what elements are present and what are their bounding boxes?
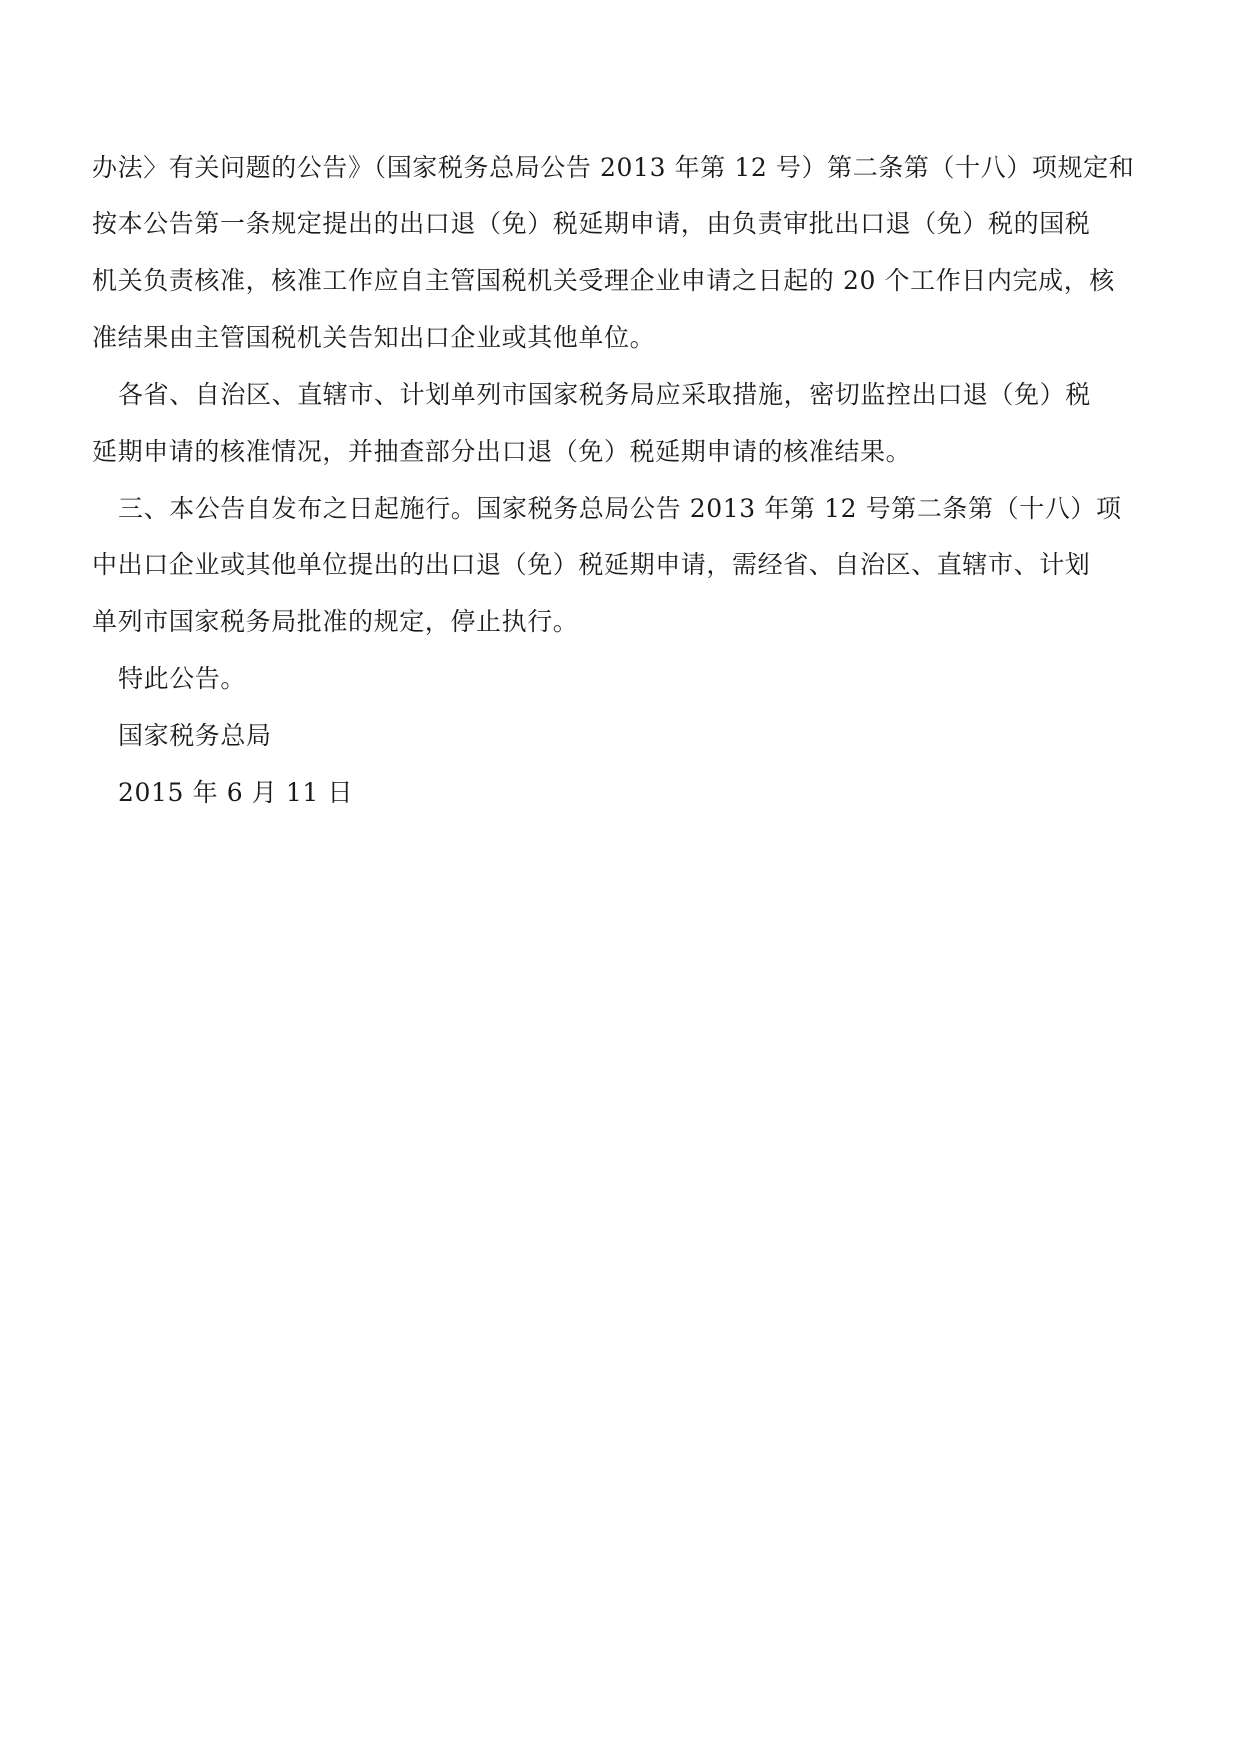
paragraph-2-line-1: 各省、自治区、直辖市、计划单列市国家税务局应采取措施，密切监控出口退（免）税 (118, 380, 1091, 409)
paragraph-3-line-3: 单列市国家税务局批准的规定，停止执行。 (92, 607, 579, 636)
issuer-name: 国家税务总局 (118, 721, 272, 750)
paragraph-3-line-2: 中出口企业或其他单位提出的出口退（免）税延期申请，需经省、自治区、直辖市、计划 (92, 550, 1091, 579)
closing-text: 特此公告。 (118, 664, 247, 693)
paragraph-1-line-1: 办法〉有关问题的公告》（国家税务总局公告 2013 年第 12 号）第二条第（十八）项规定和 (92, 153, 1135, 182)
paragraph-3-line-1: 三、本公告自发布之日起施行。国家税务总局公告 2013 年第 12 号第二条第（十八）项 (118, 494, 1122, 523)
paragraph-1-line-4: 准结果由主管国税机关告知出口企业或其他单位。 (92, 323, 656, 352)
paragraph-1-line-3: 机关负责核准，核准工作应自主管国税机关受理企业申请之日起的 20 个工作日内完成，核 (92, 266, 1115, 295)
paragraph-1-line-2: 按本公告第一条规定提出的出口退（免）税延期申请，由负责审批出口退（免）税的国税 (92, 209, 1091, 238)
paragraph-2-line-2: 延期申请的核准情况，并抽查部分出口退（免）税延期申请的核准结果。 (92, 437, 912, 466)
issue-date: 2015 年 6 月 11 日 (118, 778, 354, 807)
